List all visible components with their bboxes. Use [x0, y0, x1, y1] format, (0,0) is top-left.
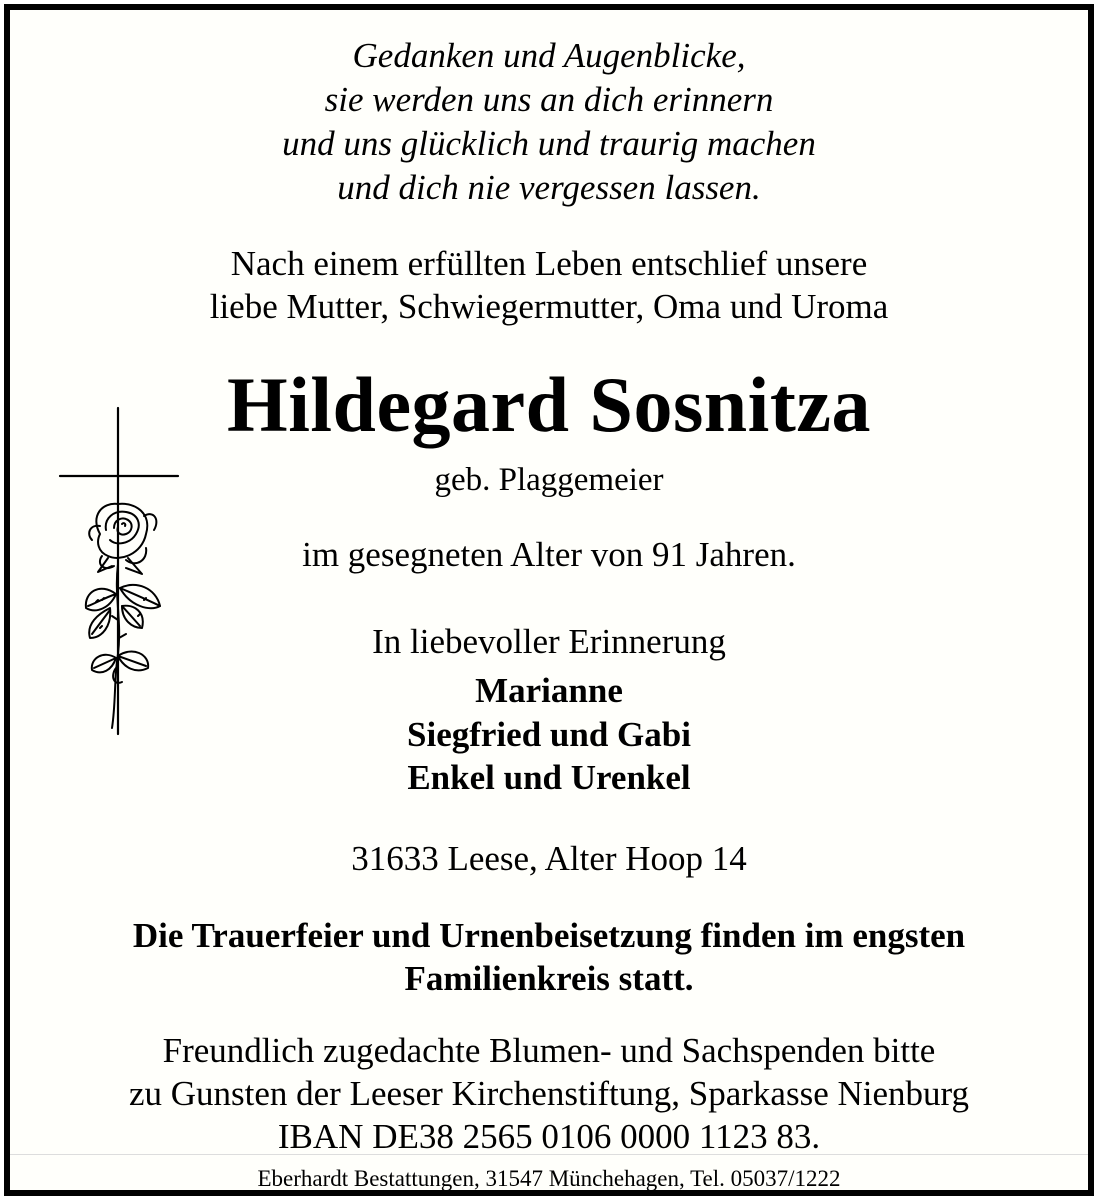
deceased-name: Hildegard Sosnitza: [227, 361, 871, 448]
birth-name: geb. Plaggemeier: [434, 462, 664, 498]
mourning-heading: In liebevoller Erinnerung: [372, 622, 726, 661]
age-line: im gesegneten Alter von 91 Jahren.: [302, 535, 796, 574]
ceremony-notice-line-1: Die Trauerfeier und Urnenbeisetzung finden im engsten: [132, 916, 966, 955]
donation-line-1: Freundlich zugedachte Blumen- und Sachspenden bitte: [162, 1031, 936, 1070]
mourner-name-2: Siegfried und Gabi: [407, 715, 691, 754]
cross-with-rose-icon: [56, 406, 180, 736]
funeral-home-footer: Eberhardt Bestattungen, 31547 Münchehagen, Tel. 05037/1222: [257, 1166, 841, 1191]
poem-line-3: und uns glücklich und traurig machen: [282, 124, 816, 163]
poem-line-2: sie werden uns an dich erinnern: [324, 80, 774, 119]
mourner-name-1: Marianne: [475, 671, 623, 710]
donation-line-2: zu Gunsten der Leeser Kirchenstiftung, Sparkasse Nienburg: [128, 1074, 970, 1113]
address: 31633 Leese, Alter Hoop 14: [351, 839, 747, 878]
mourner-name-3: Enkel und Urenkel: [407, 758, 691, 797]
intro-line-2: liebe Mutter, Schwiegermutter, Oma und Uroma: [209, 287, 889, 326]
intro-line-1: Nach einem erfüllten Leben entschlief unsere: [230, 244, 868, 283]
footer-divider: [10, 1154, 1088, 1155]
poem-line-4: und dich nie vergessen lassen.: [337, 168, 761, 207]
donation-line-3: IBAN DE38 2565 0106 0000 1123 83.: [277, 1117, 821, 1156]
poem-line-1: Gedanken und Augenblicke,: [352, 36, 746, 75]
ceremony-notice-line-2: Familienkreis statt.: [404, 959, 694, 998]
